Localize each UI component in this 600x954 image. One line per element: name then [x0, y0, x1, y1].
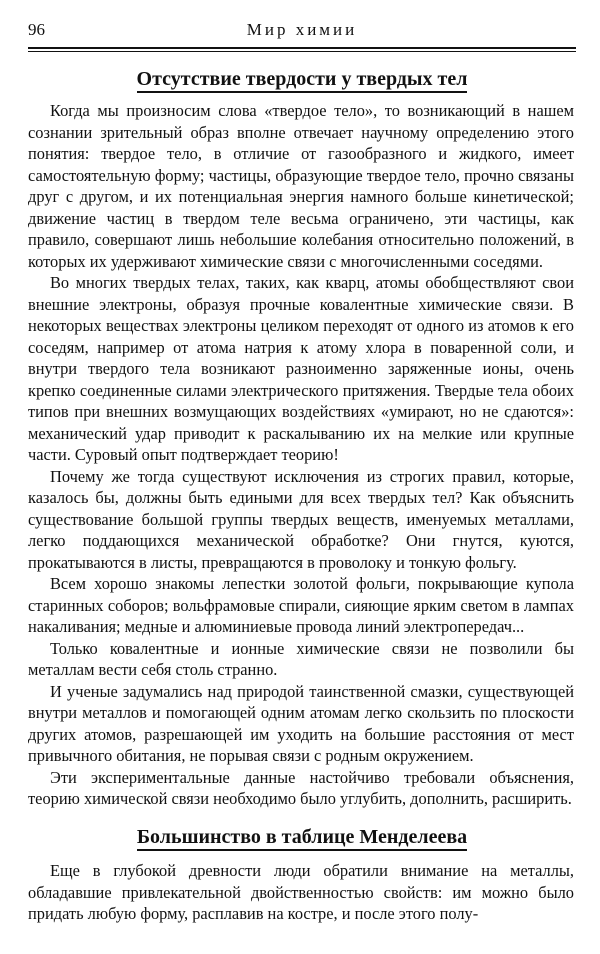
section-title — [28, 826, 576, 849]
running-title: Мир химии — [246, 20, 358, 39]
page-header — [28, 20, 576, 46]
paragraph: Эти экспериментальные данные настойчиво требовали объяснения, теорию химической связи необходимо было углубить, дополнить, расширить. — [28, 767, 574, 808]
section-title — [28, 68, 576, 91]
paragraph: Когда мы произносим слова «твердое тело», то возникающий в нашем сознании зрительный образ вполне отвечает научному определению этого понятия: твердое тело, в отличие от газообразного и жидкого, имеет самостоятельную форму; частицы, образующие твердое тело, прочно связаны друг с другом, и их потенциальная энергия намного больше кинетической; движение частиц в твердом теле весьма ограничено, эти частицы, как правило, совершают лишь небольшие колебания относительно положений, в которых их удерживают химические связи с многочисленными соседями. — [28, 101, 574, 271]
header-rule-thick — [28, 47, 576, 49]
page-number: 96 — [28, 20, 45, 39]
header-rule-thin — [28, 51, 576, 52]
paragraph: Всем хорошо знакомы лепестки золотой фольги, покрывающие купола старинных соборов; вольфрамовые спирали, сияющие ярким светом в лампах накаливания; медные и алюминиевые провода линий электропередач... — [28, 574, 574, 636]
section-title-text: Большинство в таблице Менделеева — [137, 826, 467, 851]
section-body — [28, 860, 574, 925]
section-title-text: Отсутствие твердости у твердых тел — [137, 68, 468, 93]
paragraph: Во многих твердых телах, таких, как кварц, атомы обобществляют свои внешние электроны, образуя прочные ковалентные химические связи. В некоторых веществах электроны целиком переходят от одного из атомов к его соседям, например от атома натрия к атому хлора в поваренной соли, и внутри твердого тела возникают разноименно заряженные ионы, очень крепко соединенные силами электрического притяжения. Твердые тела обоих типов при внешних возмущающих воздействиях «умирают, но не сдаются»: механический удар приводит к раскалыванию их на мелкие или крупные части. Суровый опыт подтверждает теорию! — [28, 273, 574, 464]
paragraph: Почему же тогда существуют исключения из строгих правил, которые, казалось бы, должны быть едиными для всех твердых тел? Как объяснить существование большой группы твердых веществ, именуемых металлами, легко поддающихся механической обработке? Они гнутся, куются, прокатываются в листы, превращаются в проволоку и тонкую фольгу. — [28, 466, 574, 572]
section-body — [28, 100, 574, 810]
paragraph: Еще в глубокой древности люди обратили внимание на металлы, обладавшие привлекательной двойственностью свойств: им можно было придать любую форму, расплавив на костре, и после этого полу- — [28, 861, 574, 923]
paragraph: И ученые задумались над природой таинственной смазки, существующей внутри металлов и помогающей одним атомам легко скользить по плоскости других атомов, разрешающей им уходить на большие расстояния от мест привычного обитания, не порывая связи с родным окружением. — [28, 681, 574, 765]
paragraph: Только ковалентные и ионные химические связи не позволили бы металлам вести себя столь странно. — [28, 638, 574, 679]
